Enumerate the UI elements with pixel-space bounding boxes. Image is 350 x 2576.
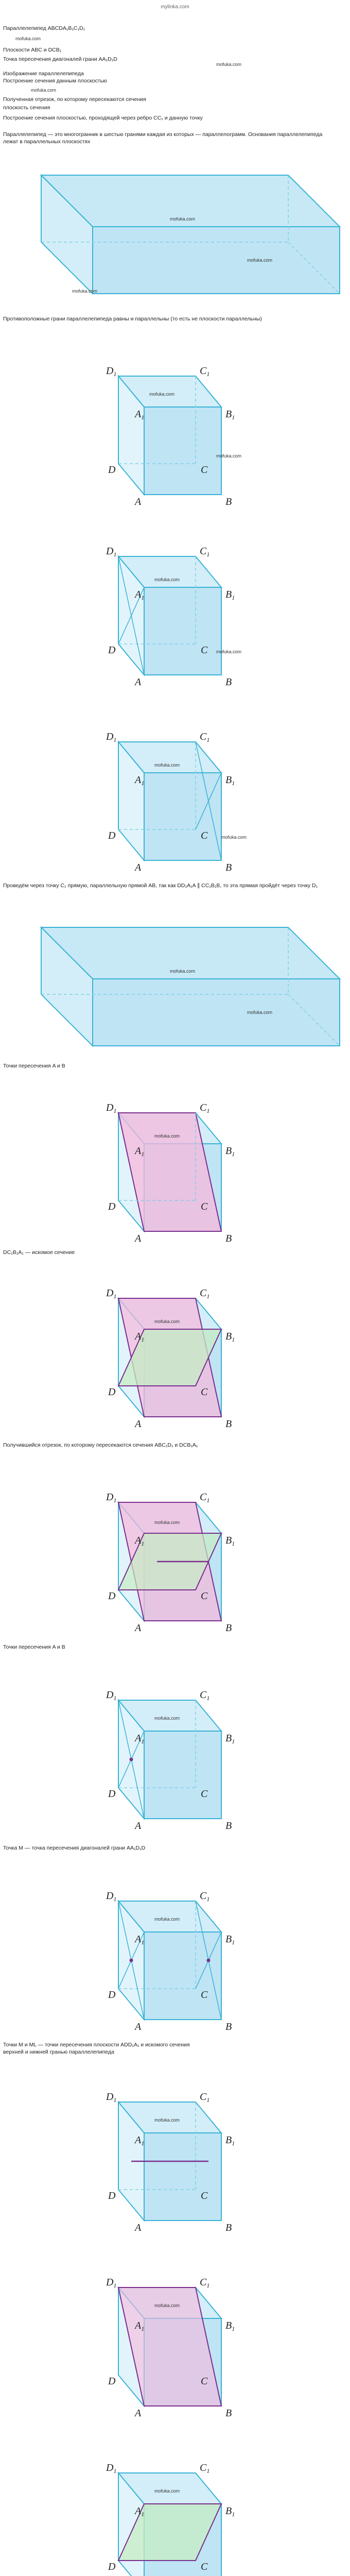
text-line: DC₁B₁A₁ — искомое сечение bbox=[3, 1249, 75, 1256]
figure-box-7 bbox=[0, 1267, 350, 1432]
site-name: mylinka.com bbox=[161, 4, 189, 10]
svg-text:D: D bbox=[108, 2190, 116, 2201]
svg-text:B1: $B_1$ bbox=[225, 2505, 235, 2518]
svg-text:C: C bbox=[201, 1788, 208, 1800]
svg-text:C: C bbox=[201, 1386, 208, 1398]
svg-text:B: B bbox=[225, 2408, 232, 2419]
svg-text:D: D bbox=[108, 1989, 116, 2001]
text-line: Противоположные грани параллелепипеда равны и параллельны (то есть не плоскости параллельны) bbox=[3, 316, 262, 322]
svg-text:C1: $C_1$ bbox=[200, 1492, 210, 1504]
svg-text:B: B bbox=[225, 2021, 232, 2032]
figure-box-11 bbox=[0, 2066, 350, 2236]
svg-text:D1: $D_1$ bbox=[106, 546, 117, 558]
svg-text:C1: $C_1$ bbox=[200, 2091, 210, 2104]
svg-text:B: B bbox=[225, 676, 232, 688]
svg-text:A: A bbox=[135, 1418, 142, 1430]
svg-text:D: D bbox=[108, 1386, 116, 1398]
figure-box-13 bbox=[0, 2437, 350, 2576]
svg-text:B: B bbox=[225, 496, 232, 507]
svg-text:D: D bbox=[108, 2561, 116, 2572]
svg-text:C: C bbox=[201, 2561, 208, 2572]
watermark: mofuka.com bbox=[154, 577, 180, 582]
svg-text:C1: $C_1$ bbox=[200, 2277, 210, 2289]
svg-text:B1: $B_1$ bbox=[225, 1934, 235, 1946]
svg-text:D1: $D_1$ bbox=[106, 2277, 117, 2289]
svg-text:D: D bbox=[108, 1788, 116, 1800]
svg-text:C: C bbox=[201, 2190, 208, 2201]
text-line: Плоскости ABC и DCB₁ bbox=[3, 47, 62, 53]
svg-text:B1: $B_1$ bbox=[225, 2134, 235, 2147]
watermark: mofuka.com bbox=[247, 258, 273, 263]
figure-box-3 bbox=[0, 520, 350, 690]
svg-text:D1: $D_1$ bbox=[106, 1102, 117, 1114]
watermark: mofuka.com bbox=[216, 453, 242, 459]
svg-text:D1: $D_1$ bbox=[106, 1492, 117, 1504]
svg-text:B1: $B_1$ bbox=[225, 409, 235, 421]
svg-text:B1: $B_1$ bbox=[225, 589, 235, 601]
svg-text:D: D bbox=[108, 2376, 116, 2387]
svg-text:D1: $D_1$ bbox=[106, 2091, 117, 2104]
text-line: Точки M и ML — точки пересечения плоскости ADD₁A₁ и искомого сечения bbox=[3, 2042, 190, 2048]
text-line: Построение сечения плоскостью, проходящей через ребро CC₁ и данную точку bbox=[3, 115, 203, 121]
text-line: плоскость сечения bbox=[3, 105, 50, 111]
svg-text:A1: $A_1$ bbox=[135, 2134, 145, 2147]
svg-text:B1: $B_1$ bbox=[225, 1733, 235, 1745]
svg-text:B1: $B_1$ bbox=[225, 1145, 235, 1158]
svg-text:A: A bbox=[135, 2408, 142, 2419]
svg-text:D: D bbox=[108, 464, 116, 476]
text-line: Точки пересечения A и B bbox=[3, 1644, 65, 1650]
svg-text:C1: $C_1$ bbox=[200, 546, 210, 558]
watermark: mofuka.com bbox=[216, 62, 242, 67]
svg-text:D1: $D_1$ bbox=[106, 2462, 117, 2475]
svg-text:C1: $C_1$ bbox=[200, 1287, 210, 1300]
watermark: mofuka.com bbox=[149, 392, 175, 397]
watermark: mofuka.com bbox=[72, 289, 98, 294]
figure-box-8 bbox=[0, 1466, 350, 1636]
svg-text:A1: $A_1$ bbox=[135, 1934, 145, 1946]
watermark: mofuka.com bbox=[154, 1319, 180, 1324]
svg-text:A1: $A_1$ bbox=[135, 1145, 145, 1158]
svg-text:A1: $A_1$ bbox=[135, 589, 145, 601]
svg-text:C1: $C_1$ bbox=[200, 2462, 210, 2475]
text-line: Параллелепипед — это многогранник в шестью гранями каждая из которых — параллелограмм. Основания параллелепипеда лежат в параллельных плоскостях bbox=[3, 131, 323, 145]
svg-text:B: B bbox=[225, 1622, 232, 1634]
text-line: Получившийся отрезок, по которому пересекаются сечения ABC₁D₁ и DCB₁A₁ bbox=[3, 1442, 198, 1448]
svg-text:B1: $B_1$ bbox=[225, 2320, 235, 2332]
svg-text:A1: $A_1$ bbox=[135, 2320, 145, 2332]
text-line: Точки пересечения A и B bbox=[3, 1063, 65, 1069]
svg-text:A1: $A_1$ bbox=[135, 409, 145, 421]
svg-text:A1: $A_1$ bbox=[135, 2505, 145, 2518]
svg-text:D1: $D_1$ bbox=[106, 1287, 117, 1300]
svg-text:D: D bbox=[108, 830, 116, 841]
figure-box-10 bbox=[0, 1865, 350, 2035]
figure-box-2 bbox=[0, 340, 350, 510]
figure-box-4 bbox=[0, 706, 350, 876]
watermark: mofuka.com bbox=[154, 1133, 180, 1139]
svg-text:D: D bbox=[108, 1201, 116, 1212]
svg-text:C: C bbox=[201, 464, 208, 476]
watermark: mofuka.com bbox=[154, 1917, 180, 1922]
text-line: Параллелепипед ABCDA₁B₁C₁D₁ bbox=[3, 25, 85, 31]
watermark: mofuka.com bbox=[247, 1010, 273, 1015]
svg-text:C: C bbox=[201, 645, 208, 656]
svg-text:C: C bbox=[201, 830, 208, 841]
svg-text:B: B bbox=[225, 2222, 232, 2233]
svg-text:B1: $B_1$ bbox=[225, 1331, 235, 1343]
text-line: Построение сечения данным плоскостью bbox=[3, 78, 107, 84]
figure-box-6 bbox=[0, 1082, 350, 1247]
svg-text:A: A bbox=[135, 1820, 142, 1832]
svg-text:D1: $D_1$ bbox=[106, 1689, 117, 1702]
svg-text:A: A bbox=[135, 1233, 142, 1244]
svg-text:A: A bbox=[135, 496, 142, 507]
svg-text:B: B bbox=[225, 1233, 232, 1244]
svg-text:A1: $A_1$ bbox=[135, 1331, 145, 1343]
svg-text:C1: $C_1$ bbox=[200, 1890, 210, 1903]
svg-text:D1: $D_1$ bbox=[106, 731, 117, 743]
svg-text:A1: $A_1$ bbox=[135, 1535, 145, 1547]
svg-text:C1: $C_1$ bbox=[200, 731, 210, 743]
watermark: mofuka.com bbox=[15, 36, 41, 41]
figure-box-9 bbox=[0, 1664, 350, 1834]
svg-text:D1: $D_1$ bbox=[106, 1890, 117, 1903]
figure-parallelepiped-5 bbox=[0, 907, 350, 1061]
watermark: mofuka.com bbox=[170, 969, 196, 974]
svg-text:C: C bbox=[201, 1989, 208, 2001]
svg-text:B: B bbox=[225, 1418, 232, 1430]
svg-text:A1: $A_1$ bbox=[135, 1733, 145, 1745]
svg-text:B1: $B_1$ bbox=[225, 1535, 235, 1547]
svg-text:B1: $B_1$ bbox=[225, 774, 235, 787]
svg-text:C: C bbox=[201, 2376, 208, 2387]
watermark: mofuka.com bbox=[154, 2303, 180, 2308]
svg-text:A: A bbox=[135, 2222, 142, 2233]
watermark: mofuka.com bbox=[154, 2488, 180, 2494]
text-line: верхней и нижней гранью параллелепипеда bbox=[3, 2049, 114, 2055]
svg-text:C: C bbox=[201, 1201, 208, 1212]
text-line: Точка M — точка пересечения диагоналей грани AA₁D₁D bbox=[3, 1845, 146, 1851]
svg-text:B: B bbox=[225, 862, 232, 873]
watermark: mofuka.com bbox=[154, 762, 180, 768]
svg-text:C1: $C_1$ bbox=[200, 1102, 210, 1114]
text-line: Полученная отрезок, по которому пересекаются сечения bbox=[3, 96, 146, 103]
svg-text:A: A bbox=[135, 862, 142, 873]
svg-text:C: C bbox=[201, 1590, 208, 1602]
watermark: mofuka.com bbox=[170, 216, 196, 222]
figure-box-12 bbox=[0, 2251, 350, 2421]
watermark: mofuka.com bbox=[221, 835, 247, 840]
svg-text:B: B bbox=[225, 1820, 232, 1832]
text-line: Проведём через точку C₁ прямую, параллельную прямой AB, так как DD₁A₁A ∥ CC₁B₁B, то эта прямая пройдёт через точку D₁ bbox=[3, 883, 318, 889]
figure-parallelepiped-1 bbox=[0, 155, 350, 309]
watermark: mofuka.com bbox=[154, 1520, 180, 1525]
svg-text:D1: $D_1$ bbox=[106, 365, 117, 378]
text-line: Изображение параллелепипеда bbox=[3, 71, 84, 77]
watermark: mofuka.com bbox=[154, 1716, 180, 1721]
text-line: Точка пересечения диагоналей грани AA₁D₁D bbox=[3, 56, 117, 62]
watermark: mofuka.com bbox=[31, 88, 57, 93]
svg-text:A: A bbox=[135, 676, 142, 688]
svg-text:D: D bbox=[108, 1590, 116, 1602]
svg-text:D: D bbox=[108, 645, 116, 656]
svg-text:C1: $C_1$ bbox=[200, 1689, 210, 1702]
svg-text:A: A bbox=[135, 1622, 142, 1634]
watermark: mofuka.com bbox=[154, 2117, 180, 2123]
figure-1-svg bbox=[0, 155, 350, 309]
watermark: mofuka.com bbox=[216, 649, 242, 654]
svg-text:A: A bbox=[135, 2021, 142, 2032]
svg-text:C1: $C_1$ bbox=[200, 365, 210, 378]
svg-text:A1: $A_1$ bbox=[135, 774, 145, 787]
